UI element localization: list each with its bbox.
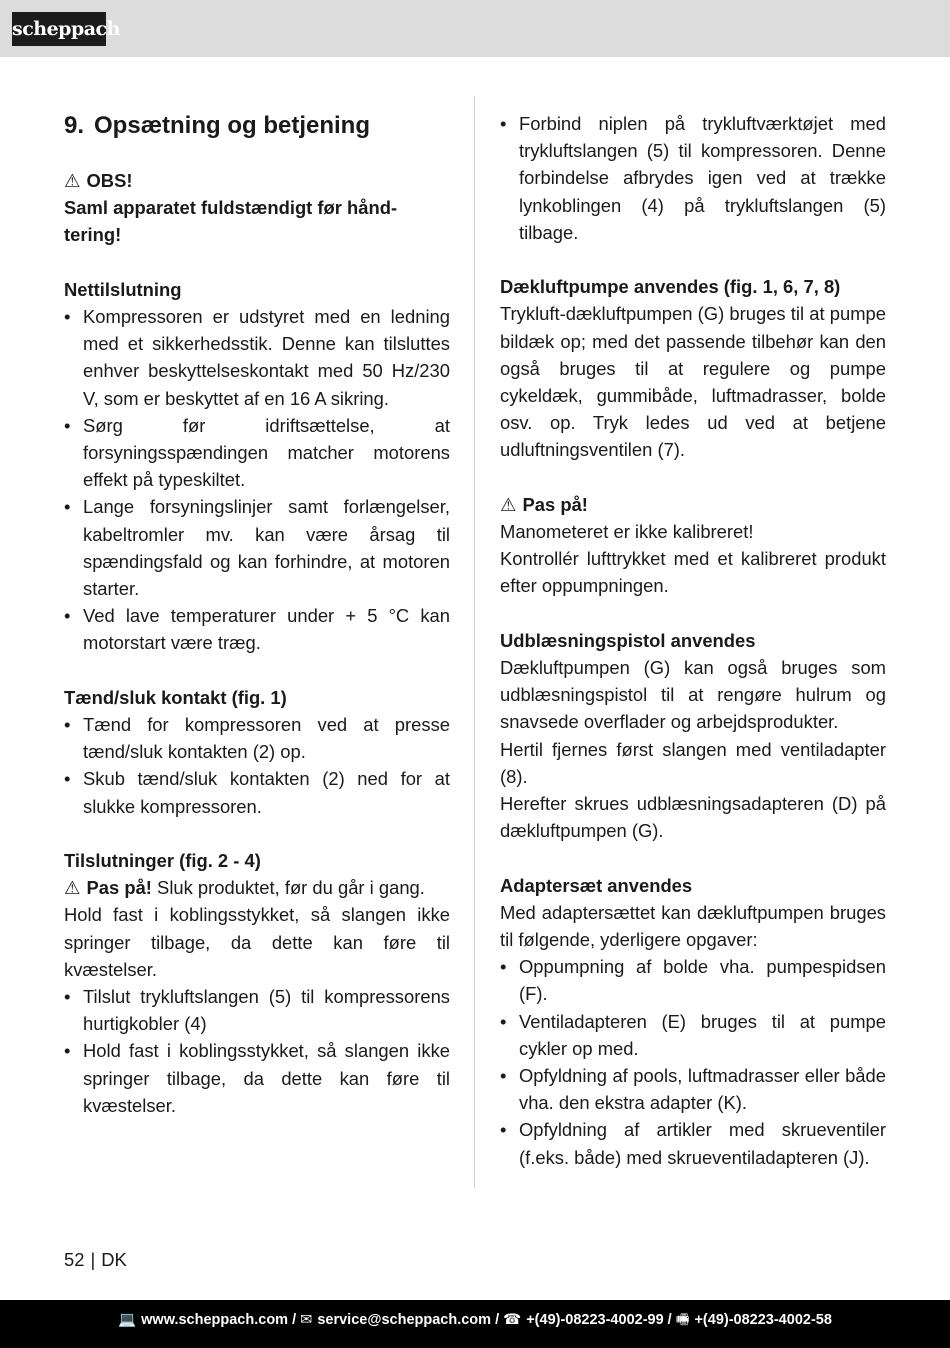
list-item: • Opfyldning af pools, luftmadrasser eller både vha. den ekstra adapter (K). [500, 1062, 886, 1116]
fax-icon: 🖷 [675, 1312, 690, 1328]
phone-icon: ☎ [503, 1312, 522, 1328]
website-link[interactable]: www.scheppach.com / [141, 1312, 297, 1328]
obs-warning [64, 167, 450, 194]
blow-gun-heading: Udblæsningspistol anvendes [500, 629, 756, 651]
list-item: • Hold fast i koblingsstykket, så slangen ikke springer tilbage, da dette kan føre til kvæstelser. [64, 1037, 450, 1119]
connections-list [64, 983, 450, 1119]
adapter-list [500, 953, 886, 1171]
fax-number: +(49)-08223-4002-58 [694, 1312, 832, 1328]
right-column [500, 110, 886, 1171]
list-item: • Ventiladapteren (E) bruges til at pumpe cykler op med. [500, 1008, 886, 1062]
connections-paragraph: Hold fast i koblingsstykket, så slangen ikke springer tilbage, da dette kan føre til kvæstelser. [64, 904, 450, 980]
list-item: • Sørg før idriftsættelse, at forsyningsspændingen matcher motorens effekt på typeskiltet. [64, 412, 450, 494]
blow-gun-paragraph-1: Dækluftpumpen (G) kan også bruges som udblæsningspistol til at rengøre hulrum og snavsede overflader og arbejdsprodukter. [500, 657, 886, 733]
email-link[interactable]: service@scheppach.com / [317, 1312, 500, 1328]
warning-icon: ⚠ [64, 170, 81, 191]
computer-icon: 💻 [118, 1312, 137, 1328]
phone-number: +(49)-08223-4002-99 / [526, 1312, 672, 1328]
connections-warning [64, 874, 450, 901]
blow-gun-paragraph-3: Herefter skrues udblæsningsadapteren (D) på dækluftpumpen (G). [500, 793, 886, 842]
obs-label: OBS! [86, 170, 133, 191]
page-separator: | [90, 1249, 96, 1270]
warning-icon: ⚠ [64, 877, 81, 899]
switch-heading: Tænd/sluk kontakt (fig. 1) [64, 686, 287, 708]
section-number: 9. [64, 112, 85, 139]
list-item: • Forbind niplen på trykluftværktøjet med trykluftslangen (5) til kompressoren. Denne forbindelse afbrydes igen ved at trække lynkoblingen (4) på trykluftslangen (5) tilbage. [500, 110, 886, 246]
column-divider [474, 96, 475, 1188]
contact-bar [0, 1300, 950, 1348]
header-bar [0, 0, 950, 57]
list-item: • Lange forsyningslinjer samt forlængelser, kabeltromler mv. kan være årsag til spændingsfald og kan forhindre, at motoren starter. [64, 493, 450, 602]
list-item: • Oppumpning af bolde vha. pumpespidsen (F). [500, 953, 886, 1007]
warning-text: Sluk produktet, før du går i gang. [157, 877, 425, 899]
manometer-note: Manometeret er ikke kalibreret! [500, 521, 754, 543]
list-item: • Kompressoren er udstyret med en ledning med et sikkerhedsstik. Denne kan tilsluttes enhver beskyttelseskontakt med 50 Hz/230 V, som er beskyttet af en 16 A sikring. [64, 303, 450, 412]
language-code: DK [101, 1249, 127, 1270]
list-item: • Tænd for kompressoren ved at presse tænd/sluk kontakten (2) op. [64, 711, 450, 765]
connections-heading: Tilslutninger (fig. 2 - 4) [64, 850, 261, 872]
left-column [64, 110, 450, 1119]
list-item: • Tilslut trykluftslangen (5) til kompressorens hurtigkobler (4) [64, 983, 450, 1037]
scheppach-logo: scheppach [12, 12, 106, 46]
mail-icon: ✉ [300, 1312, 313, 1328]
page-number-value: 52 [64, 1249, 85, 1270]
switch-list [64, 711, 450, 820]
tyre-pump-heading: Dækluftpumpe anvendes (fig. 1, 6, 7, 8) [500, 276, 841, 298]
adapter-heading: Adaptersæt anvendes [500, 874, 693, 896]
list-item: • Opfyldning af artikler med skrueventiler (f.eks. både) med skrueventiladapteren (J). [500, 1116, 886, 1170]
coupling-list [500, 110, 886, 246]
list-item: • Skub tænd/sluk kontakten (2) ned for at slukke kompressoren. [64, 765, 450, 819]
tyre-pump-warning [500, 491, 886, 518]
net-heading: Nettilslutning [64, 278, 182, 300]
pressure-check-note: Kontrollér lufttrykket med et kalibreret produkt efter oppumpningen. [500, 548, 886, 597]
section-title: Opsætning og betjening [94, 112, 370, 139]
blow-gun-paragraph-2: Hertil fjernes først slangen med ventiladapter (8). [500, 738, 886, 787]
obs-text: Saml apparatet fuldstændigt før hånd-tering! [64, 197, 398, 246]
warning-icon: ⚠ [500, 493, 517, 515]
tyre-pump-paragraph: Trykluft-dækluftpumpen (G) bruges til at pumpe bildæk op; med det passende tilbehør kan den også bruges til at regulere og pumpe cykeldæk, gummibåde, luftmadrasser, bolde osv. op. Tryk ledes ud ved at betjene udluftningsventilen (7). [500, 303, 886, 461]
warning-label: Pas på! [522, 493, 588, 515]
net-list [64, 303, 450, 657]
warning-label: Pas på! [86, 877, 152, 899]
list-item: • Ved lave temperaturer under + 5 °C kan motorstart være træg. [64, 602, 450, 656]
page-number [64, 1248, 127, 1272]
section-heading [64, 110, 450, 142]
adapter-paragraph: Med adaptersættet kan dækluftpumpen bruges til følgende, yderligere opgaver: [500, 901, 886, 951]
